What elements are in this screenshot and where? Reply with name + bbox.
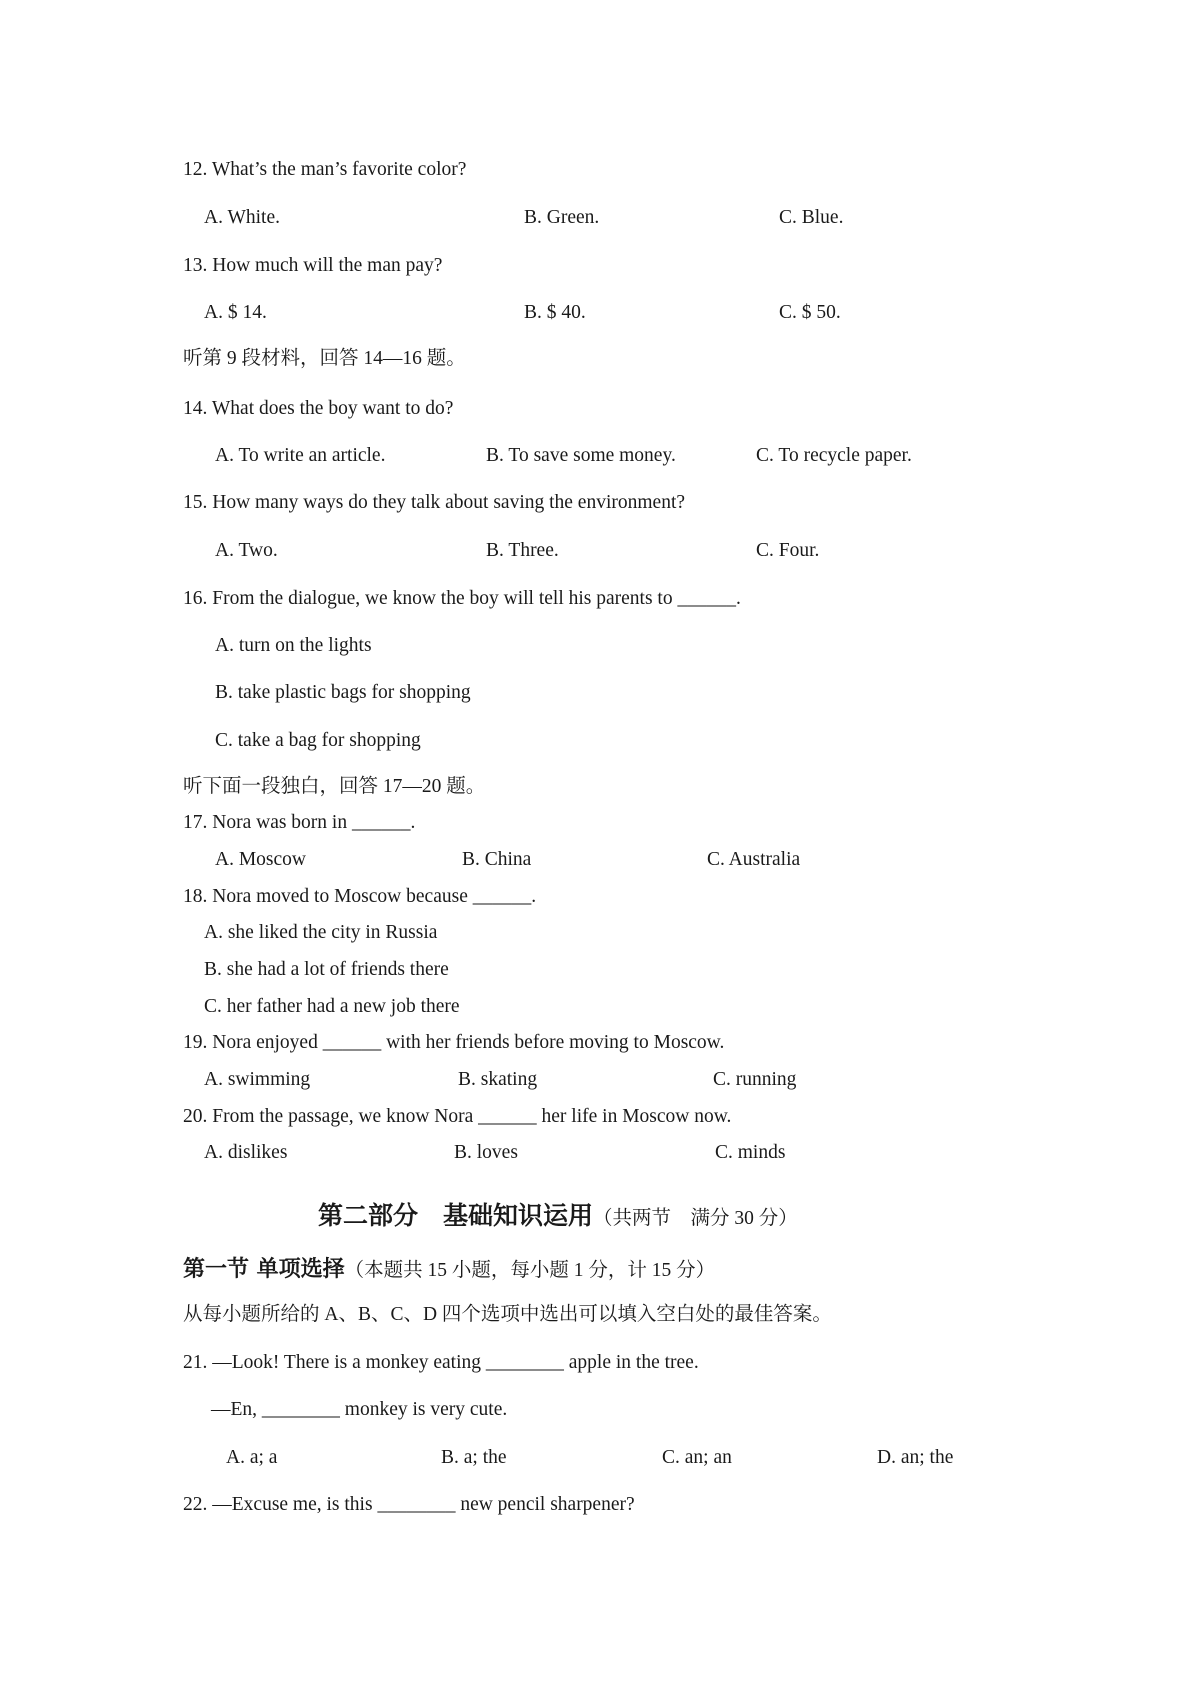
question-18-stem: 18. Nora moved to Moscow because ______.: [183, 886, 537, 907]
question-20-option-b: B. loves: [454, 1142, 518, 1163]
question-15-option-a: A. Two.: [215, 540, 278, 561]
question-16-option-b: B. take plastic bags for shopping: [215, 682, 471, 703]
part-2-heading: [318, 1196, 798, 1232]
question-15-stem: 15. How many ways do they talk about saving the environment?: [183, 492, 686, 513]
section-1-title: 第一节 单项选择: [183, 1257, 345, 1282]
question-21-option-c: C. an; an: [662, 1447, 732, 1468]
listening-instruction-monologue: 听下面一段独白，回答 17—20 题。: [183, 776, 486, 797]
question-17-option-c: C. Australia: [707, 849, 801, 870]
question-21-response: —En, ________ monkey is very cute.: [211, 1399, 508, 1420]
question-19-option-b: B. skating: [458, 1069, 538, 1090]
question-17-stem: 17. Nora was born in ______.: [183, 812, 416, 833]
question-22-stem: 22. —Excuse me, is this ________ new pencil sharpener?: [183, 1494, 635, 1515]
section-1-score-note: （本题共 15 小题，每小题 1 分，计 15 分）: [344, 1260, 716, 1281]
section-1-instruction: 从每小题所给的 A、B、C、D 四个选项中选出可以填入空白处的最佳答案。: [183, 1304, 832, 1325]
question-13-option-c: C. $ 50.: [779, 302, 841, 323]
part-2-score-note: （共两节 满分 30 分）: [593, 1208, 798, 1229]
question-13-stem: 13. How much will the man pay?: [183, 255, 443, 276]
question-14-stem: 14. What does the boy want to do?: [183, 398, 454, 419]
question-17-option-b: B. China: [462, 849, 532, 870]
question-20-stem: 20. From the passage, we know Nora ______ her life in Moscow now.: [183, 1106, 732, 1127]
question-12-stem: 12. What’s the man’s favorite color?: [183, 159, 467, 180]
section-1-heading: [183, 1252, 715, 1283]
question-19-option-a: A. swimming: [204, 1069, 311, 1090]
question-14-option-b: B. To save some money.: [486, 445, 676, 466]
listening-instruction-segment-9: 听第 9 段材料，回答 14—16 题。: [183, 348, 466, 369]
question-20-option-a: A. dislikes: [204, 1142, 288, 1163]
question-13-option-b: B. $ 40.: [524, 302, 586, 323]
part-2-title: 第二部分 基础知识运用: [318, 1201, 594, 1230]
question-14-option-a: A. To write an article.: [215, 445, 386, 466]
question-21-option-a: A. a; a: [226, 1447, 278, 1468]
question-13-option-a: A. $ 14.: [204, 302, 267, 323]
question-18-option-c: C. her father had a new job there: [204, 996, 460, 1017]
question-18-option-a: A. she liked the city in Russia: [204, 922, 438, 943]
question-16-stem: 16. From the dialogue, we know the boy will tell his parents to ______.: [183, 588, 741, 609]
question-21-option-b: B. a; the: [441, 1447, 507, 1468]
question-14-option-c: C. To recycle paper.: [756, 445, 912, 466]
question-21-option-d: D. an; the: [877, 1447, 954, 1468]
question-15-option-c: C. Four.: [756, 540, 820, 561]
question-12-option-c: C. Blue.: [779, 207, 844, 228]
question-17-option-a: A. Moscow: [215, 849, 306, 870]
question-21-stem: 21. —Look! There is a monkey eating ________ apple in the tree.: [183, 1352, 699, 1373]
question-16-option-c: C. take a bag for shopping: [215, 730, 421, 751]
question-18-option-b: B. she had a lot of friends there: [204, 959, 449, 980]
question-19-option-c: C. running: [713, 1069, 797, 1090]
question-19-stem: 19. Nora enjoyed ______ with her friends before moving to Moscow.: [183, 1032, 725, 1053]
question-12-option-b: B. Green.: [524, 207, 600, 228]
question-16-option-a: A. turn on the lights: [215, 635, 372, 656]
question-12-option-a: A. White.: [204, 207, 281, 228]
question-20-option-c: C. minds: [715, 1142, 786, 1163]
question-15-option-b: B. Three.: [486, 540, 559, 561]
